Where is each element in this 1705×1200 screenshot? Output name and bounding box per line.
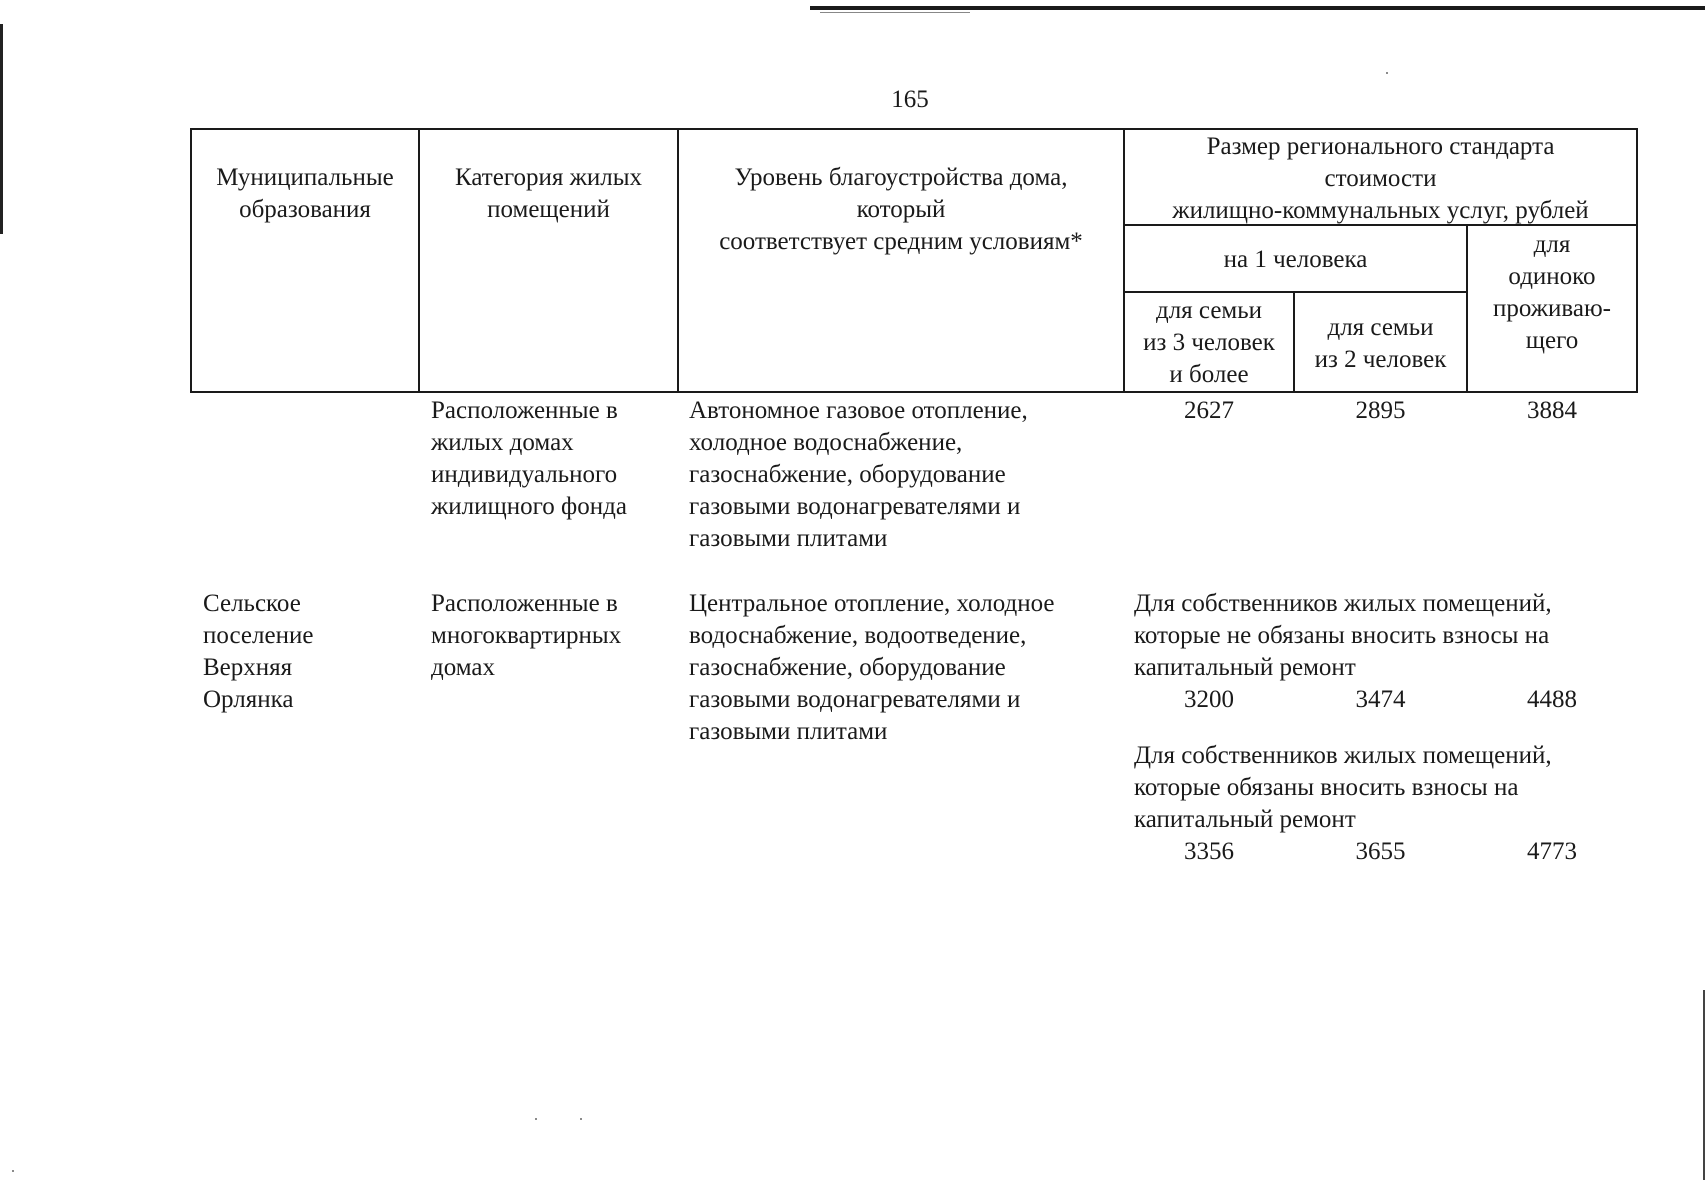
row2-group1-value-family-3plus: 3200: [1184, 686, 1234, 713]
header-standard-size: [1125, 131, 1636, 227]
cell-text-line: газоснабжение, оборудование: [689, 654, 1006, 681]
header-family-2: [1295, 312, 1466, 376]
header-municipalities: [192, 162, 418, 226]
row2-category: [431, 588, 621, 684]
row1-comfort: [689, 395, 1028, 555]
scan-edge-bar: [0, 24, 3, 234]
scan-speck: [1386, 72, 1388, 74]
row1-value-family-2: 2895: [1355, 397, 1406, 424]
header-text-line: который: [856, 196, 946, 223]
row1-category: [431, 395, 627, 523]
cell-text-line: газоснабжение, оборудование: [689, 461, 1006, 488]
row2-group2-value-family-2: 3655: [1355, 838, 1406, 865]
header-single: [1468, 229, 1636, 357]
scan-edge-line: [810, 6, 1705, 10]
cell-text-line: Для собственников жилых помещений,: [1134, 742, 1552, 769]
header-text-line: соответствует средним условиям*: [719, 228, 1083, 255]
header-category: [420, 162, 677, 226]
scan-edge-line: [820, 12, 970, 13]
header-text-line: из 3 человек: [1143, 329, 1275, 356]
header-text-line: щего: [1525, 327, 1579, 354]
row1-value-family-3plus: 2627: [1184, 397, 1234, 424]
cell-text-line: холодное водоснабжение,: [689, 429, 963, 456]
row2-group1-value-single: 4488: [1527, 686, 1577, 713]
cell-text-line: домах: [431, 654, 495, 681]
cell-text-line: газовыми водонагревателями и: [689, 686, 1021, 713]
row2-comfort: [689, 588, 1055, 748]
header-text-line: Размер регионального стандарта: [1206, 133, 1555, 160]
cell-text-line: жилищного фонда: [431, 493, 627, 520]
cell-text-line: Верхняя: [203, 654, 293, 681]
header-text-line: образования: [239, 196, 371, 223]
header-text-line: жилищно-коммунальных услуг, рублей: [1172, 197, 1589, 224]
cell-text-line: газовыми водонагревателями и: [689, 493, 1021, 520]
header-text-line: Категория жилых: [455, 164, 642, 191]
header-family-3plus: [1125, 295, 1293, 391]
header-text-line: Муниципальные: [216, 164, 394, 191]
cell-text-line: Расположенные в: [431, 397, 618, 424]
header-text-line: Уровень благоустройства дома,: [734, 164, 1068, 191]
row1-value-single: 3884: [1527, 397, 1577, 424]
cell-text-line: Расположенные в: [431, 590, 618, 617]
header-text-line: одиноко: [1508, 263, 1596, 290]
header-text-line: и более: [1169, 361, 1249, 388]
cell-text-line: Автономное газовое отопление,: [689, 397, 1028, 424]
cell-text-line: индивидуального: [431, 461, 618, 488]
table-header-bottom: [190, 391, 1638, 393]
header-text-line: для: [1533, 231, 1571, 258]
cell-text-line: которые обязаны вносить взносы на: [1134, 774, 1519, 801]
scan-speck: [12, 1170, 14, 1172]
row2-group2-value-family-3plus: 3356: [1184, 838, 1234, 865]
cell-text-line: капитальный ремонт: [1134, 654, 1356, 681]
page-number: 165: [891, 86, 929, 113]
row2-group1-note: [1134, 588, 1552, 684]
row2-group2-value-single: 4773: [1527, 838, 1577, 865]
cell-text-line: многоквартирных: [431, 622, 622, 649]
header-comfort-level: [679, 162, 1123, 258]
row2-municipality: [203, 588, 313, 716]
header-text-line: из 2 человек: [1314, 346, 1447, 373]
header-text-line: для семьи: [1155, 297, 1263, 324]
table-rule: [1123, 291, 1468, 293]
scan-speck: [535, 1118, 537, 1120]
cell-text-line: капитальный ремонт: [1134, 806, 1356, 833]
cell-text-line: Для собственников жилых помещений,: [1134, 590, 1552, 617]
cell-text-line: Сельское: [203, 590, 301, 617]
header-text-line: стоимости: [1324, 165, 1437, 192]
cell-text-line: поселение: [203, 622, 314, 649]
cell-text-line: Орлянка: [203, 686, 294, 713]
table-border-top: [190, 128, 1638, 130]
header-text-line: помещений: [487, 196, 610, 223]
cell-text-line: жилых домах: [431, 429, 574, 456]
row2-group2-note: [1134, 740, 1552, 836]
table-border-right: [1636, 128, 1638, 393]
header-text-line: проживаю-: [1493, 295, 1611, 322]
row2-group1-value-family-2: 3474: [1355, 686, 1406, 713]
cell-text-line: газовыми плитами: [689, 525, 888, 552]
scan-speck: [580, 1118, 582, 1120]
cell-text-line: газовыми плитами: [689, 718, 888, 745]
cell-text-line: которые не обязаны вносить взносы на: [1134, 622, 1550, 649]
header-text-line: для семьи: [1327, 314, 1434, 341]
cell-text-line: Центральное отопление, холодное: [689, 590, 1055, 617]
header-per-person: на 1 человека: [1223, 246, 1368, 273]
cell-text-line: водоснабжение, водоотведение,: [689, 622, 1027, 649]
